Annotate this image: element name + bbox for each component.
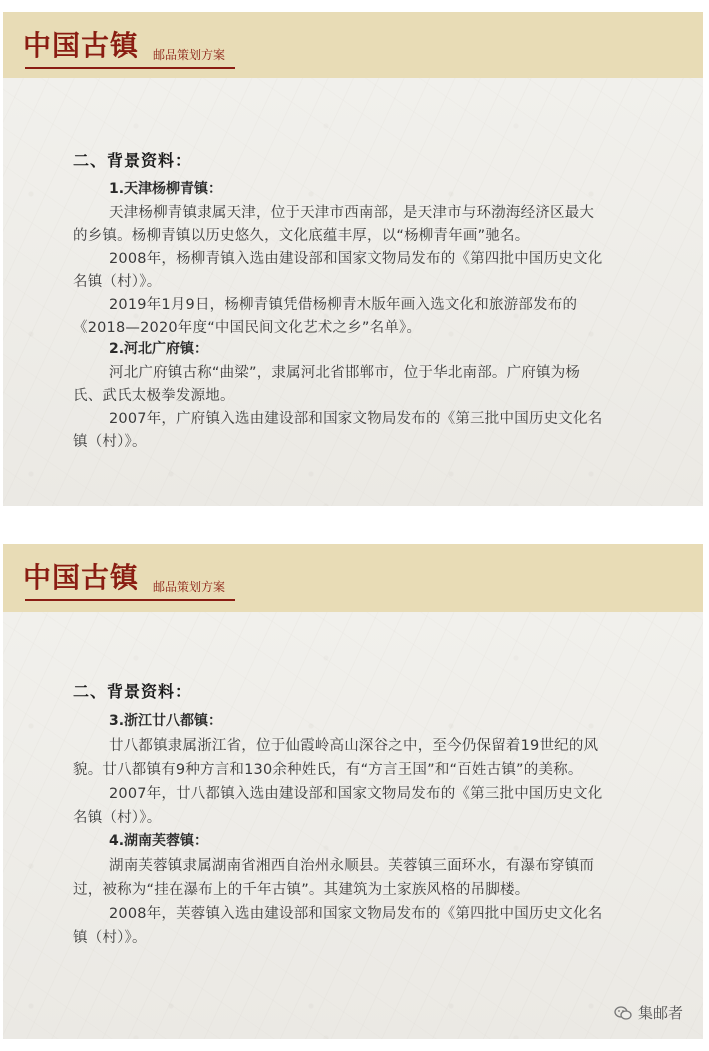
header-banner <box>3 12 703 78</box>
paragraph-line: 2019年1月9日，杨柳青镇凭借杨柳青木版年画入选文化和旅游部发布的 <box>109 297 578 313</box>
paragraph-line: 2007年，廿八都镇入选由建设部和国家文物局发布的《第三批中国历史文化 <box>109 786 603 802</box>
paragraph-line: 河北广府镇古称“曲梁”，隶属河北省邯郸市，位于华北南部。广府镇为杨 <box>109 365 581 381</box>
brand-underline <box>25 67 235 69</box>
paragraph-line: 氏、武氏太极拳发源地。 <box>73 388 235 404</box>
brand-subtitle: 邮品策划方案 <box>153 48 226 62</box>
account-watermark <box>614 1002 683 1023</box>
paragraph-line: 2008年，芙蓉镇入选由建设部和国家文物局发布的《第四批中国历史文化名 <box>109 906 603 922</box>
brand-underline <box>25 599 235 601</box>
document-page-2 <box>3 544 703 1039</box>
brand-title: 中国古镇 <box>23 561 140 594</box>
brand-subtitle: 邮品策划方案 <box>153 580 226 594</box>
paragraph-line: 天津杨柳青镇隶属天津，位于天津市西南部，是天津市与环渤海经济区最大 <box>109 205 595 221</box>
header-banner <box>3 544 703 612</box>
paragraph-line: 镇（村）》。 <box>73 930 147 946</box>
section-heading: 二、背景资料： <box>73 682 193 701</box>
paragraph-line: 廿八都镇隶属浙江省，位于仙霞岭高山深谷之中，至今仍保留着19世纪的风 <box>109 738 599 754</box>
paragraph-line: 2007年，广府镇入选由建设部和国家文物局发布的《第三批中国历史文化名 <box>109 411 603 427</box>
paragraph-line: 镇（村）》。 <box>73 434 147 450</box>
wechat-icon <box>614 1006 632 1020</box>
paragraph-line: 2008年，杨柳青镇入选由建设部和国家文物局发布的《第四批中国历史文化 <box>109 251 603 267</box>
paragraph-line: 貌。廿八都镇有9种方言和130余种姓氏，有“方言王国”和“百姓古镇”的美称。 <box>73 762 583 778</box>
entry-title: 1.天津杨柳青镇： <box>109 181 223 197</box>
entry-title: 2.河北广府镇： <box>109 341 209 357</box>
entry-title: 4.湖南芙蓉镇： <box>109 833 209 849</box>
entry-title: 3.浙江廿八都镇： <box>109 713 223 729</box>
paragraph-line: 名镇（村）》。 <box>73 810 162 826</box>
document-page-1 <box>3 12 703 506</box>
paragraph-line: 过，被称为“挂在瀑布上的千年古镇”。其建筑为土家族风格的吊脚楼。 <box>73 882 530 898</box>
watermark-label: 集邮者 <box>637 1004 683 1022</box>
paragraph-line: 的乡镇。杨柳青镇以历史悠久，文化底蕴丰厚，以“杨柳青年画”驰名。 <box>73 228 530 244</box>
brand-title: 中国古镇 <box>23 29 140 62</box>
section-heading: 二、背景资料： <box>73 151 193 170</box>
paragraph-line: 《2018—2020年度“中国民间文化艺术之乡”名单》。 <box>73 320 422 336</box>
paragraph-line: 湖南芙蓉镇隶属湖南省湘西自治州永顺县。芙蓉镇三面环水，有瀑布穿镇而 <box>109 858 595 874</box>
paragraph-line: 名镇（村）》。 <box>73 274 162 290</box>
